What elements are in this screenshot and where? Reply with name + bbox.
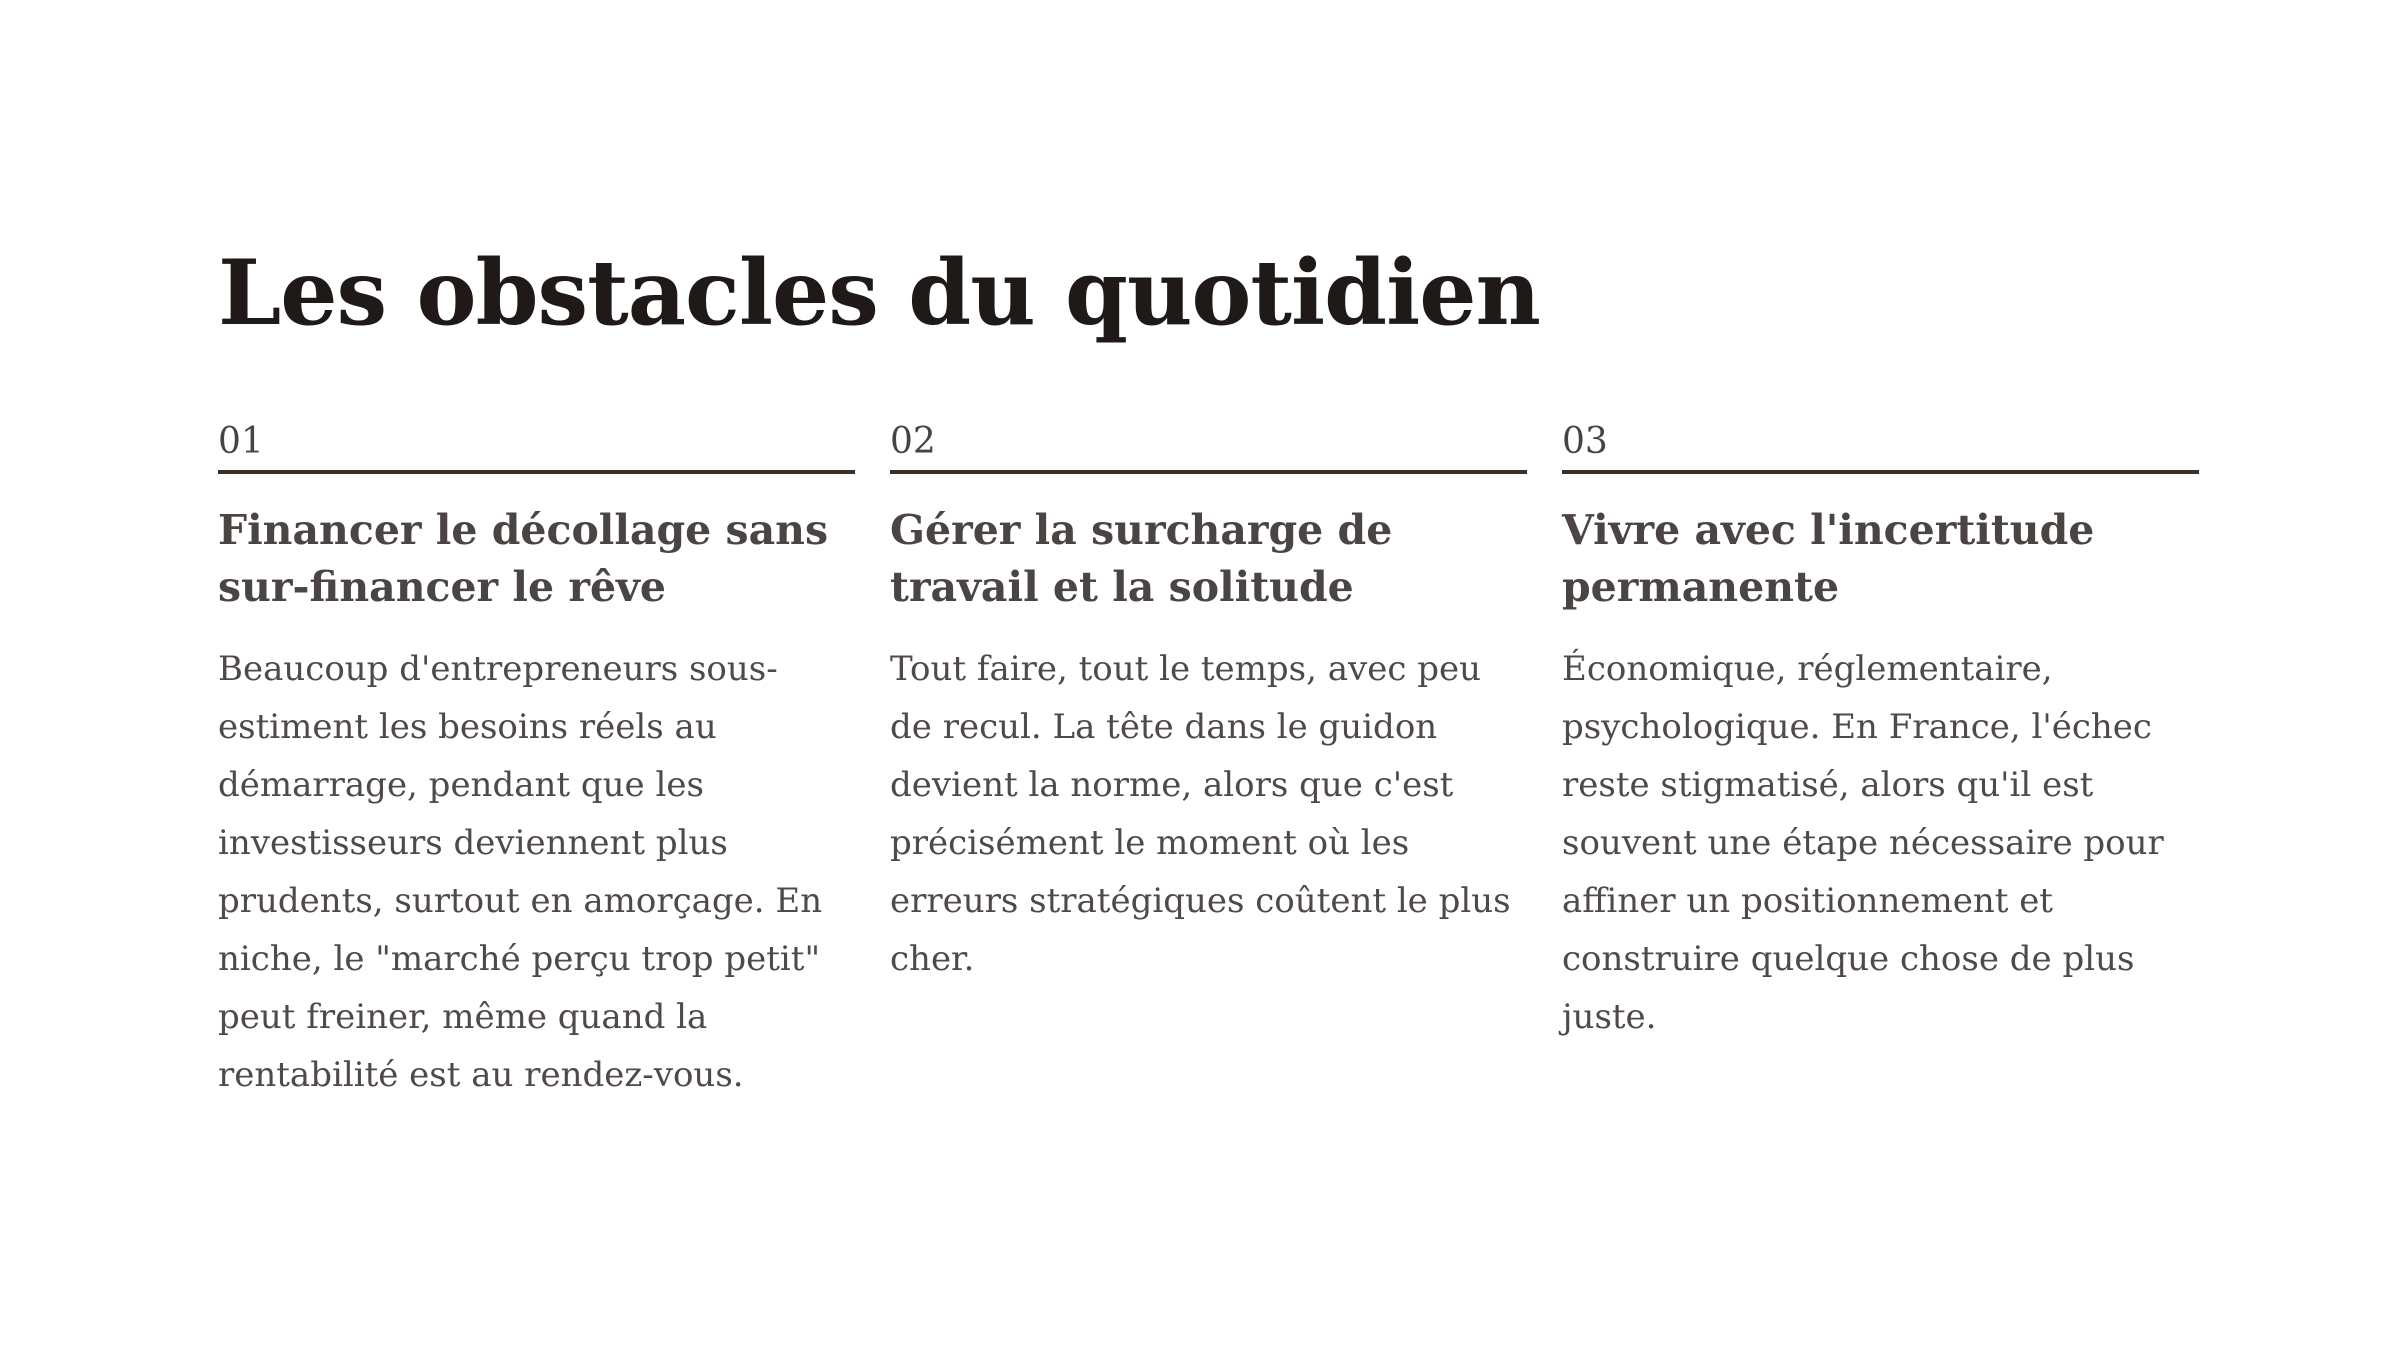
obstacle-column-3 — [1562, 420, 2199, 1046]
column-body: Tout faire, tout le temps, avec peu de recul. La tête dans le guidon devient la norme, alors que c'est précisément le moment où les erreurs stratégiques coûtent le plus cher. — [890, 649, 1511, 979]
column-number: 01 — [218, 421, 264, 462]
column-divider — [1562, 470, 2199, 474]
column-heading: Financer le décollage sans sur-financer le rêve — [218, 506, 829, 611]
column-number: 03 — [1562, 421, 1608, 462]
page-title: Les obstacles du quotidien — [218, 240, 1540, 346]
column-heading: Vivre avec l'incertitude permanente — [1562, 506, 2095, 611]
column-number: 02 — [890, 421, 936, 462]
column-divider — [218, 470, 855, 474]
column-body: Économique, réglementaire, psychologique. En France, l'échec reste stigmatisé, alors qu'il est souvent une étape nécessaire pour affiner un positionnement et construire quelque chose de plus juste. — [1562, 649, 2164, 1037]
obstacle-column-1 — [218, 420, 855, 1104]
column-heading: Gérer la surcharge de travail et la solitude — [890, 506, 1393, 611]
column-divider — [890, 470, 1527, 474]
column-body: Beaucoup d'entrepreneurs sous-estiment les besoins réels au démarrage, pendant que les investisseurs deviennent plus prudents, surtout en amorçage. En niche, le "marché perçu trop petit" peut freiner, même quand la rentabilité est au rendez-vous. — [218, 649, 823, 1095]
obstacle-column-2 — [890, 420, 1527, 988]
